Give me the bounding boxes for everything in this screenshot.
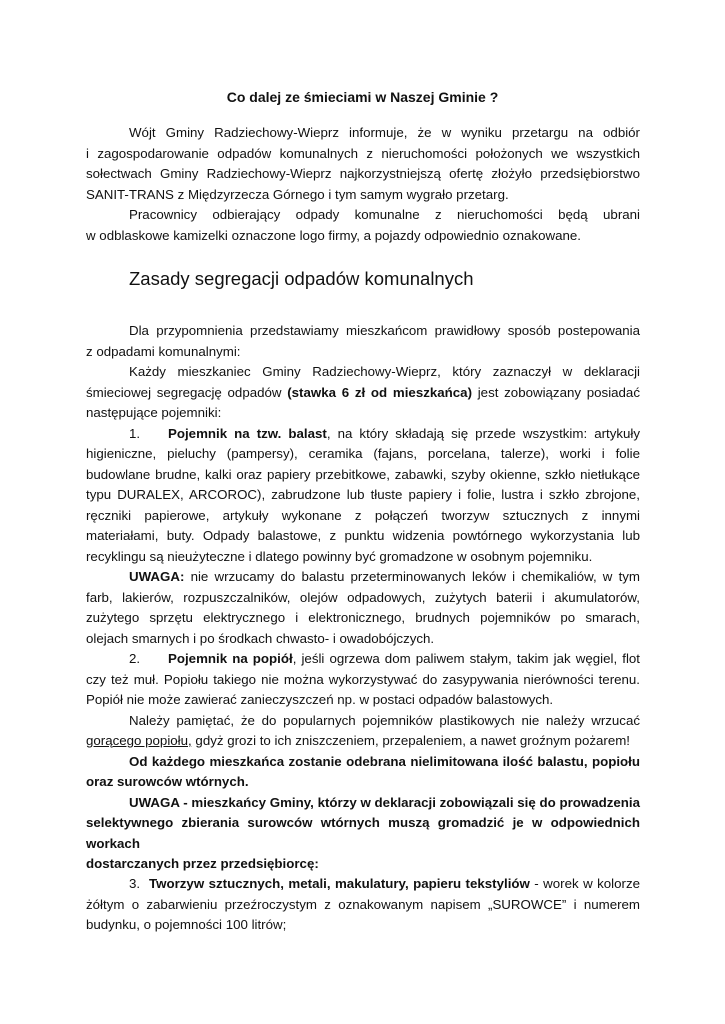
text-line: Wójt Gminy Radziechowy-Wieprz informuje, że w wyniku przetargu na odbiór (129, 125, 640, 140)
intro-paragraph-2 (86, 205, 640, 246)
item-3-title: Tworzyw sztucznych, metali, makulatury, papieru tekstyliów (149, 876, 530, 891)
text-line: zużytego sprzętu elektrycznego i elektronicznego, brudnych pojemników po smarach, (86, 610, 640, 625)
document-title: Co dalej ze śmieciami w Naszej Gminie ? (226, 89, 499, 105)
item-2-title: Pojemnik na popiół (168, 651, 293, 666)
text-line: budowlane brudne, kalki oraz papiery przebitkowe, zabawki, szyby okienne, szkło nietłukące (86, 466, 640, 482)
text-line: budynku, o pojemności 100 litrów; (86, 917, 287, 932)
text-line: z odpadami komunalnymi: (86, 343, 241, 359)
text-line: higieniczne, pieluchy (pampersy), ceramika (fajans, porcelana, talerze), worki i folie (86, 446, 640, 461)
item-3 (86, 874, 640, 936)
text-line: SANIT-TRANS z Międzyrzecza Górnego i tym samym wygrało przetarg. (86, 186, 509, 202)
text-line: Należy pamiętać, że do popularnych pojemników plastikowych nie należy wrzucać (129, 712, 640, 728)
text-line: żółtym o zabarwieniu przeźroczystym z oznakowanym napisem „SUROWCE” i numerem (86, 896, 640, 912)
warning-2-line: selektywnego zbierania surowców wtórnych muszą gromadzić je w odpowiednich workach (86, 815, 640, 851)
text-run: śmieciowej segregację odpadów (86, 384, 288, 400)
text-line: ręczniki papierowe, artykuły wykonane z połączeń tworzyw sztucznych z innymi (86, 507, 640, 523)
text-line: Pracownicy odbierający odpady komunalne z nieruchomości będą ubrani (129, 207, 640, 222)
text-run: , jeśli ogrzewa dom paliwem stałym, takim jak węgiel, flot (292, 651, 640, 666)
text-line: olejach smarnych i po środkach chwasto- i owadobójczych. (86, 630, 435, 646)
warning-1-first-line (86, 567, 640, 588)
text-run: jest zobowiązany posiadać (472, 384, 640, 400)
item-1-first-line (86, 424, 640, 445)
text-run: , na który składają się przede wszystkim: artykuły (326, 425, 641, 441)
unlimited-notice-line: Od każdego mieszkańca zostanie odebrana nielimitowana ilość balastu, popiołu (129, 753, 640, 769)
item-number: 1. (129, 425, 141, 441)
warning-2-line: UWAGA - mieszkańcy Gminy, którzy w deklaracji zobowiązali się do prowadzenia (129, 794, 640, 810)
warning-label: UWAGA: (129, 569, 185, 584)
item-number: 2. (129, 651, 141, 666)
hot-ash-underlined: gorącego popiołu, (86, 733, 192, 748)
text-line-mixed (86, 731, 640, 752)
text-line: Każdy mieszkaniec Gminy Radziechowy-Wieprz, który zaznaczył w deklaracji (129, 364, 640, 379)
intro-paragraph-1 (86, 123, 640, 205)
text-run: - worek w kolorze (529, 876, 641, 891)
text-line: sołectwach Gminy Radziechowy-Wieprz najkorzystniejszą ofertę złożyło przedsiębiorstwo (86, 166, 640, 181)
text-line: i zagospodarowanie odpadów komunalnych z nieruchomości położonych we wszystkich (86, 145, 640, 161)
section-heading: Zasady segregacji odpadów komunalnych (129, 268, 474, 289)
warning-2-line: dostarczanych przez przedsiębiorcę: (86, 856, 319, 871)
rate-bold: (stawka 6 zł od mieszkańca) (287, 384, 472, 400)
item-3-first-line (86, 874, 640, 895)
text-line: Popiół nie może zawierać zanieczyszczeń np. w postaci odpadów balastowych. (86, 692, 554, 707)
text-line: w odblaskowe kamizelki oznaczone logo firmy, a pojazdy odpowiednio oznakowane. (86, 227, 581, 243)
text-line: Dla przypomnienia przedstawiamy mieszkańcom prawidłowy sposób postepowania (129, 323, 640, 338)
text-line: typu DURALEX, ARCOROC), zabrudzone lub tłuste papiery i folie, lustra i szkło zbrojone, (86, 487, 640, 502)
unlimited-notice-line: oraz surowców wtórnych. (86, 774, 249, 789)
text-run: nie wrzucamy do balastu przeterminowanych leków i chemikaliów, w tym (184, 569, 640, 584)
item-1-title: Pojemnik na tzw. balast (168, 425, 327, 441)
text-line: czy też muł. Popiołu takiego nie można wykorzystywać do zasypywania nierówności terenu. (86, 671, 640, 687)
main-body (86, 321, 640, 875)
item-2-first-line (86, 649, 640, 670)
text-line-mixed (86, 383, 640, 404)
text-line: farb, lakierów, rozpuszczalników, olejów odpadowych, zużytych baterii i akumulatorów, (86, 589, 640, 605)
text-line: materiałami, buty. Odpady balastowe, z punktu widzenia powtórnego wykorzystania lub (86, 528, 640, 543)
item-number: 3. (129, 876, 141, 891)
text-line: recyklingu są nieużyteczne i dlatego powinny być gromadzone w osobnym pojemniku. (86, 548, 593, 564)
text-run: gdyż grozi to ich zniszczeniem, przepaleniem, a nawet groźnym pożarem! (191, 733, 630, 748)
text-line: następujące pojemniki: (86, 405, 222, 420)
